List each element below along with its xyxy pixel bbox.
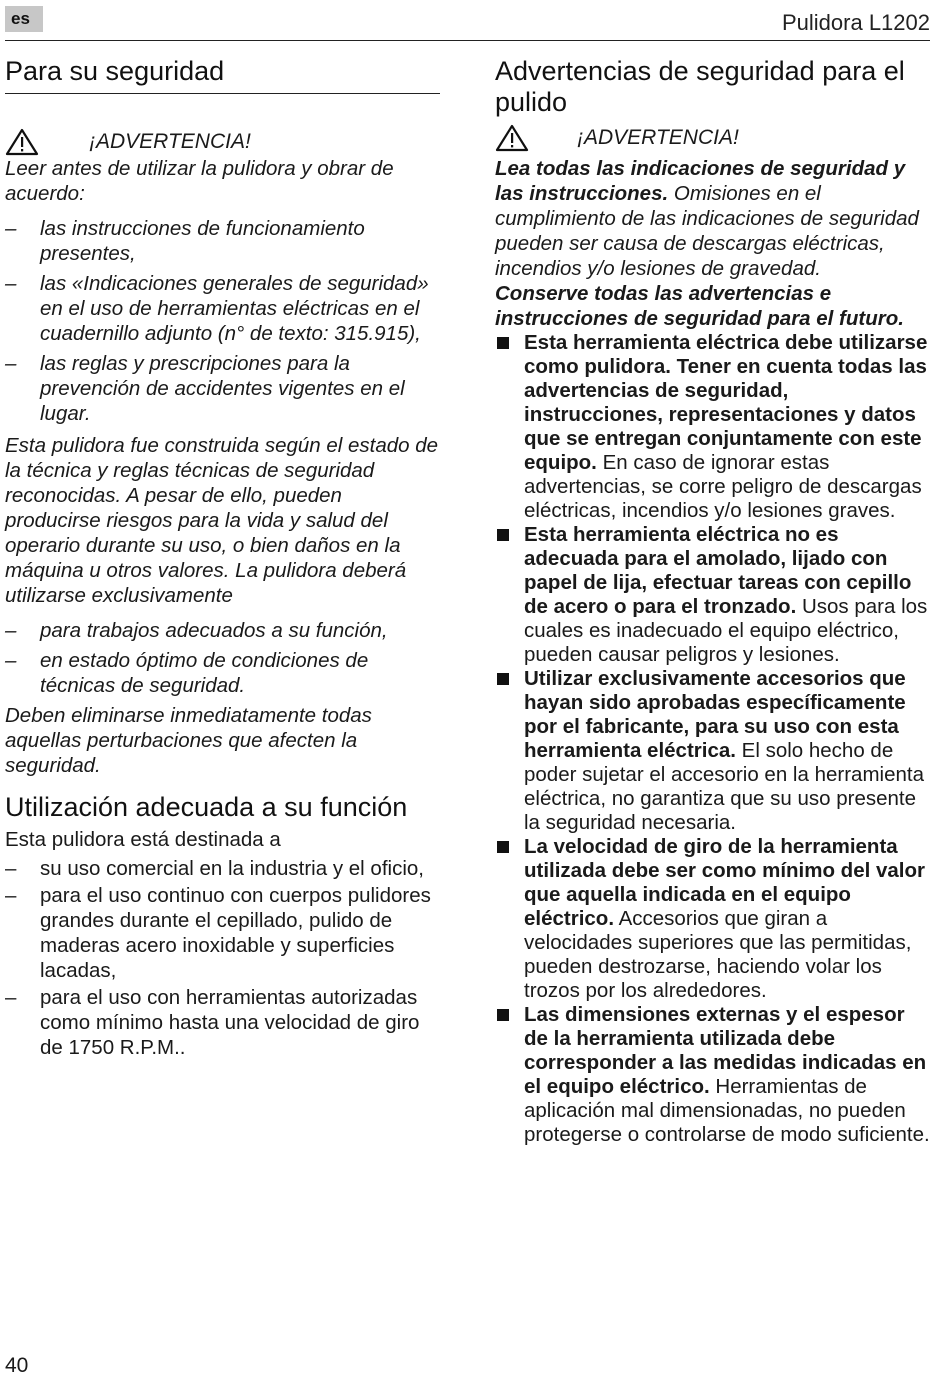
document-title: Pulidora L1202 (781, 10, 930, 35)
list-item: – para el uso con herramientas autorizadas como mínimo hasta una velocidad de giro de 1750 R.P.M.. (5, 985, 440, 1060)
section-title-safety: Para su seguridad (5, 56, 440, 94)
warning-heading-right (495, 124, 930, 152)
warning-triangle-icon (495, 124, 529, 152)
list-item: – su uso comercial en la industria y el oficio, (5, 856, 440, 881)
right-column (495, 56, 930, 1147)
warning-item-bold: Esta herramienta eléctrica debe utilizarse como pulidora. Tener en cuenta todas las advertencias de seguridad, instrucciones, representaciones y datos que se entregan conjuntamente con este equipo. (524, 331, 928, 474)
read-list (5, 216, 440, 426)
warning-label: ¡ADVERTENCIA! (577, 126, 739, 149)
read-instructions-bold: Lea todas las indicaciones de seguridad y las instrucciones. (495, 157, 906, 205)
purpose-list (5, 856, 440, 1060)
list-item: – en estado óptimo de condiciones de técnicas de seguridad. (5, 648, 440, 698)
left-column (5, 56, 440, 1062)
warning-item-bold: Utilizar exclusivamente accesorios que hayan sido aprobadas específicamente por el fabricante, para su uso con esta herramienta eléctrica. (524, 667, 906, 762)
warning-item-bold: Esta herramienta eléctrica no es adecuada para el amolado, lijado con papel de lija, efectuar tareas con cepillo de acero o para el tronzado. (524, 523, 912, 618)
keep-instructions-text: Conserve todas las advertencias e instrucciones de seguridad para el futuro. (495, 282, 904, 330)
warning-item-text: En caso de ignorar estas advertencias, se corre peligro de descargas eléctricas, incendios y/o lesiones graves. (524, 451, 922, 522)
warning-list (495, 331, 930, 1147)
header-divider (5, 40, 930, 41)
warning-item (495, 1003, 930, 1147)
proper-use-intro: Esta pulidora está destinada a (5, 828, 281, 851)
warning-item (495, 667, 930, 835)
warning-heading (5, 128, 440, 156)
warning-item-text: El solo hecho de poder sujetar el accesorio en la herramienta eléctrica, no garantiza que su uso presente la seguridad necesaria. (524, 739, 924, 834)
page-number: 40 (5, 1354, 29, 1377)
warning-item (495, 523, 930, 667)
warning-item-text: Accesorios que giran a velocidades superiores que las permitidas, pueden destrozarse, haciendo volar los trozos por los alrededores. (524, 907, 912, 1002)
warning-item-text: Usos para los cuales es inadecuado el equipo eléctrico, pueden causar peligros y lesiones. (524, 595, 928, 666)
warning-item-text: Herramientas de aplicación mal dimensionadas, no pueden protegerse o controlarse de modo suficiente. (524, 1075, 930, 1146)
list-item: – las reglas y prescripciones para la prevención de accidentes vigentes en el lugar. (5, 351, 440, 426)
section-title-polishing-warnings: Advertencias de seguridad para el pulido (495, 56, 905, 117)
list-item: – las «Indicaciones generales de seguridad» en el uso de herramientas eléctricas en el cuadernillo adjunto (n° de texto: 315.915), (5, 271, 440, 346)
paragraph-construction: Esta pulidora fue construida según el estado de la técnica y reglas técnicas de seguridad reconocidas. A pesar de ello, pueden producirse riesgos para la vida y salud del operario durante su uso, o bien daños en la máquina u otros valores. La pulidora deberá utilizarse exclusivamente (5, 434, 439, 607)
warning-item-bold: La velocidad de giro de la herramienta utilizada debe ser como mínimo del valor que aquella indicada en el equipo eléctrico. (524, 835, 925, 930)
warning-label: ¡ADVERTENCIA! (89, 130, 251, 153)
list-item: – las instrucciones de funcionamiento presentes, (5, 216, 440, 266)
list-item: – para trabajos adecuados a su función, (5, 618, 440, 643)
language-tag: es (5, 6, 43, 32)
paragraph-disturbances: Deben eliminarse inmediatamente todas aquellas perturbaciones que afecten la seguridad. (5, 704, 372, 777)
warning-triangle-icon (5, 128, 39, 156)
warning-item (495, 835, 930, 1003)
section-title-proper-use: Utilización adecuada a su función (5, 792, 408, 822)
warning-item (495, 331, 930, 523)
use-list (5, 618, 440, 698)
read-instructions-paragraph (495, 156, 930, 281)
intro-text: Leer antes de utilizar la pulidora y obrar de acuerdo: (5, 157, 394, 205)
warning-item-bold: Las dimensiones externas y el espesor de la herramienta utilizada debe corresponder a las medidas indicadas en el equipo eléctrico. (524, 1003, 927, 1098)
list-item: – para el uso continuo con cuerpos pulidores grandes durante el cepillado, pulido de maderas acero inoxidable y superficies lacadas, (5, 883, 440, 983)
read-instructions-text: Omisiones en el cumplimiento de las indicaciones de seguridad pueden ser causa de descargas eléctricas, incendios y/o lesiones de gravedad. (495, 182, 919, 280)
